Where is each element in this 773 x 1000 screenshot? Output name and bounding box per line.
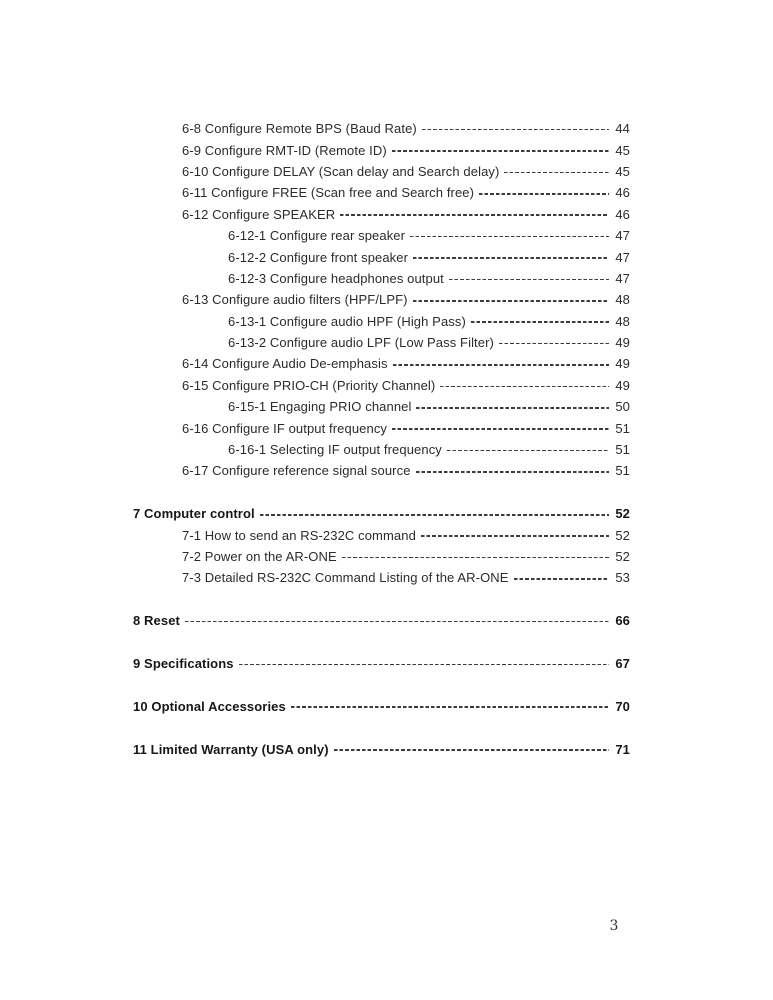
toc-entry-label: 6-11 Configure FREE (Scan free and Search free) bbox=[182, 185, 475, 201]
toc-entry-page: 53 bbox=[615, 570, 630, 586]
toc-entry-page: 45 bbox=[615, 142, 630, 158]
toc-entry-label: 6-8 Configure Remote BPS (Baud Rate) bbox=[182, 121, 417, 137]
toc-entry-page: 51 bbox=[615, 463, 630, 479]
toc-entry-page: 52 bbox=[615, 527, 630, 543]
toc-entry bbox=[133, 546, 630, 567]
toc-entry bbox=[133, 225, 630, 246]
dash-leader bbox=[342, 557, 609, 559]
toc-entry-label: 8 Reset bbox=[133, 613, 180, 629]
dash-leader bbox=[239, 664, 609, 666]
toc-entry-page: 51 bbox=[615, 442, 630, 458]
toc-entry-page: 67 bbox=[615, 655, 630, 671]
table-of-contents bbox=[133, 118, 630, 760]
toc-entry-page: 46 bbox=[615, 185, 630, 201]
toc-entry-label: 6-16 Configure IF output frequency bbox=[182, 420, 388, 436]
toc-entry bbox=[133, 118, 630, 139]
toc-entry-label: 6-12 Configure SPEAKER bbox=[182, 206, 336, 222]
toc-entry-page: 70 bbox=[615, 698, 630, 714]
dash-leader bbox=[449, 279, 609, 281]
toc-entry-label: 6-15 Configure PRIO-CH (Priority Channel) bbox=[182, 377, 436, 393]
toc-entry-label: 6-16-1 Selecting IF output frequency bbox=[228, 442, 442, 458]
toc-entry-label: 6-13 Configure audio filters (HPF/LPF) bbox=[182, 292, 408, 308]
dash-leader bbox=[421, 535, 609, 537]
toc-entry-label: 6-10 Configure DELAY (Scan delay and Search delay) bbox=[182, 163, 500, 179]
toc-entry-label: 6-13-2 Configure audio LPF (Low Pass Filter) bbox=[228, 335, 494, 351]
toc-entry-label: 6-17 Configure reference signal source bbox=[182, 463, 411, 479]
dash-leader bbox=[334, 749, 609, 751]
toc-entry bbox=[133, 738, 630, 759]
toc-entry bbox=[133, 246, 630, 267]
toc-entry bbox=[133, 653, 630, 674]
toc-entry bbox=[133, 439, 630, 460]
toc-entry-label: 7 Computer control bbox=[133, 506, 255, 522]
toc-entry-label: 7-2 Power on the AR-ONE bbox=[182, 549, 337, 564]
toc-entry-page: 71 bbox=[615, 741, 630, 757]
dash-leader bbox=[260, 514, 609, 516]
dash-leader bbox=[479, 193, 609, 195]
toc-entry-label: 6-12-1 Configure rear speaker bbox=[228, 228, 406, 244]
toc-entry bbox=[133, 524, 630, 545]
dash-leader bbox=[340, 214, 609, 216]
toc-entry bbox=[133, 353, 630, 374]
dash-leader bbox=[392, 428, 609, 430]
toc-entry-page: 51 bbox=[615, 420, 630, 436]
dash-leader bbox=[416, 471, 609, 473]
dash-leader bbox=[393, 364, 609, 366]
dash-leader bbox=[471, 321, 609, 323]
toc-entry-page: 49 bbox=[615, 356, 630, 372]
toc-entry-page: 48 bbox=[615, 313, 630, 329]
toc-entry-label: 7-1 How to send an RS-232C command bbox=[182, 527, 416, 543]
dash-leader bbox=[392, 150, 609, 152]
toc-entry-label: 10 Optional Accessories bbox=[133, 698, 286, 714]
toc-entry-page: 47 bbox=[615, 228, 630, 244]
toc-entry-page: 47 bbox=[615, 270, 630, 286]
toc-entry-page: 49 bbox=[615, 335, 630, 351]
toc-entry bbox=[133, 567, 630, 588]
toc-entry bbox=[133, 182, 630, 203]
toc-entry-label: 6-12-3 Configure headphones output bbox=[228, 270, 444, 286]
dash-leader bbox=[422, 129, 609, 131]
dash-leader bbox=[504, 172, 609, 174]
toc-entry bbox=[133, 332, 630, 353]
toc-entry-page: 47 bbox=[615, 249, 630, 265]
toc-entry-label: 6-9 Configure RMT-ID (Remote ID) bbox=[182, 142, 387, 158]
dash-leader bbox=[185, 621, 609, 623]
toc-entry-page: 52 bbox=[615, 549, 630, 564]
dash-leader bbox=[410, 236, 609, 238]
toc-entry-page: 48 bbox=[615, 292, 630, 308]
toc-entry-page: 66 bbox=[615, 613, 630, 629]
toc-entry bbox=[133, 696, 630, 717]
toc-entry bbox=[133, 161, 630, 182]
toc-entry-label: 6-12-2 Configure front speaker bbox=[228, 249, 409, 265]
dash-leader bbox=[413, 257, 609, 259]
toc-entry-label: 6-15-1 Engaging PRIO channel bbox=[228, 399, 412, 415]
toc-entry-page: 45 bbox=[615, 163, 630, 179]
toc-entry bbox=[133, 268, 630, 289]
toc-entry bbox=[133, 503, 630, 524]
dash-leader bbox=[499, 343, 609, 345]
toc-entry bbox=[133, 610, 630, 631]
toc-entry bbox=[133, 204, 630, 225]
dash-leader bbox=[514, 578, 609, 580]
toc-entry-page: 50 bbox=[615, 399, 630, 415]
toc-entry-label: 11 Limited Warranty (USA only) bbox=[133, 741, 329, 757]
toc-entry bbox=[133, 375, 630, 396]
toc-entry bbox=[133, 311, 630, 332]
page-number: 3 bbox=[609, 918, 619, 934]
toc-entry-label: 7-3 Detailed RS-232C Command Listing of the AR-ONE bbox=[182, 570, 509, 586]
dash-leader bbox=[440, 386, 609, 388]
toc-entry bbox=[133, 396, 630, 417]
toc-entry-label: 6-14 Configure Audio De-emphasis bbox=[182, 356, 388, 372]
toc-entry-page: 46 bbox=[615, 206, 630, 222]
toc-entry bbox=[133, 460, 630, 481]
toc-entry bbox=[133, 417, 630, 438]
dash-leader bbox=[291, 706, 609, 708]
toc-entry bbox=[133, 139, 630, 160]
toc-entry-label: 6-13-1 Configure audio HPF (High Pass) bbox=[228, 313, 466, 329]
toc-entry-label: 9 Specifications bbox=[133, 655, 234, 671]
toc-entry-page: 52 bbox=[615, 506, 630, 522]
dash-leader bbox=[447, 450, 609, 452]
toc-entry bbox=[133, 289, 630, 310]
dash-leader bbox=[413, 300, 609, 302]
dash-leader bbox=[416, 407, 609, 409]
toc-entry-page: 44 bbox=[615, 121, 630, 137]
toc-entry-page: 49 bbox=[615, 377, 630, 393]
